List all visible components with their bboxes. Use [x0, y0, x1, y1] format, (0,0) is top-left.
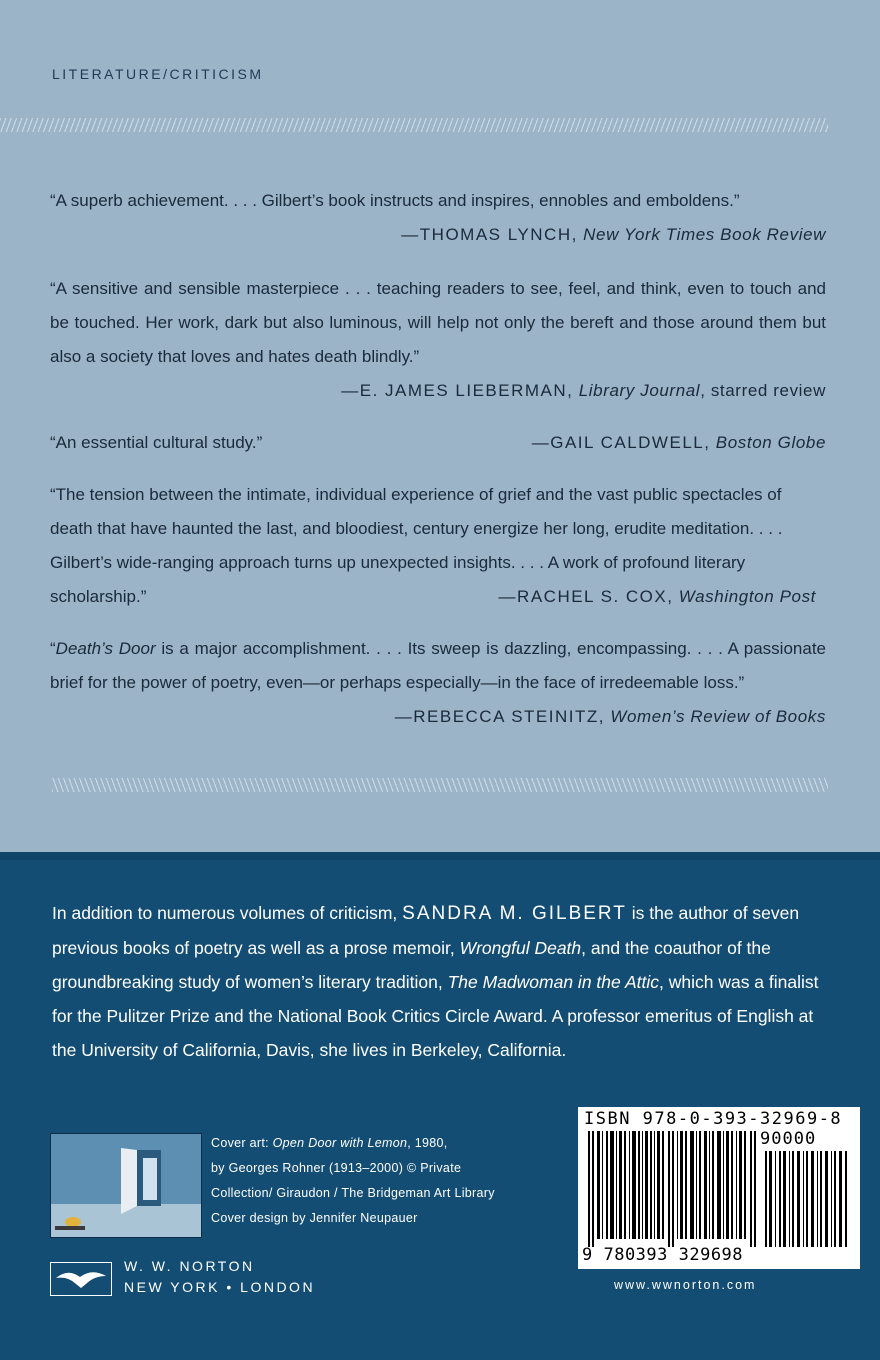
- quote-body: “The tension between the intimate, individual experience of grief and the vast public spectacles of death that have haunted the last, and bloodiest, century energize her long, erudite meditation. . . . Gilbert’s wide-ranging approach turns up unexpected insights. . . . A work of profound literary scholarship.”: [50, 485, 783, 606]
- reviewer-name: —E. JAMES LIEBERMAN,: [341, 381, 574, 400]
- publisher-imprint: [124, 1256, 315, 1298]
- open-door-painting: [51, 1134, 201, 1237]
- isbn-barcode: [578, 1107, 860, 1269]
- quote-attribution: [532, 426, 826, 460]
- book-title: Death’s Door: [55, 639, 156, 658]
- review-quote-1: [50, 184, 826, 252]
- review-quote-2: [50, 272, 826, 408]
- quote-text: “A sensitive and sensible masterpiece . . . teaching readers to see, feel, and think, even to touch and be touched. Her work, dark but also luminous, will help not only the bereft and those around them but also a society that loves and hates death blindly.”: [50, 279, 826, 366]
- quote-attribution: [395, 700, 826, 734]
- quote-attribution: [50, 374, 826, 408]
- publication-name: Library Journal: [578, 381, 701, 400]
- bio-text: , and the coauthor of the groundbreaking study of women’s literary tradition,: [52, 938, 771, 992]
- author-name: SANDRA M. GILBERT: [402, 903, 627, 924]
- quote-attribution: [499, 580, 816, 614]
- publisher-website: www.wwnorton.com: [614, 1278, 757, 1292]
- hatch-rule-top: [0, 118, 828, 132]
- review-quote-5: [50, 632, 826, 726]
- panel-divider: [0, 852, 880, 860]
- bio-text: In addition to numerous volumes of criticism,: [52, 903, 403, 923]
- bio-text: is the author of seven previous books of poetry as well as a prose memoir,: [52, 903, 800, 958]
- hatch-rule-middle: [52, 778, 828, 792]
- reviewer-name: —REBECCA STEINITZ,: [394, 707, 605, 726]
- open-quote-mark: “: [50, 639, 56, 658]
- publication-name: Boston Globe: [715, 433, 826, 452]
- author-bio: [52, 896, 828, 1067]
- ean-bars: [586, 1131, 758, 1247]
- reviewer-name: —THOMAS LYNCH,: [401, 225, 578, 244]
- credit-line-2: by Georges Rohner (1913–2000) © Private: [211, 1161, 462, 1175]
- addon-bars: [764, 1151, 852, 1247]
- publication-name: New York Times Book Review: [583, 225, 826, 244]
- credit-prefix: Cover art:: [211, 1136, 273, 1150]
- quote-text: [50, 632, 826, 700]
- publisher-name: W. W. NORTON: [124, 1258, 255, 1274]
- reviewer-name: —GAIL CALDWELL,: [531, 433, 711, 452]
- quote-attribution: [50, 218, 826, 252]
- cover-credits: [211, 1131, 571, 1231]
- artwork-title: Open Door with Lemon: [272, 1136, 408, 1150]
- publisher-cities: NEW YORK • LONDON: [124, 1279, 316, 1295]
- review-quote-4: [50, 478, 826, 614]
- quote-text: “A superb achievement. . . . Gilbert’s book instructs and inspires, ennobles and emboldens.”: [50, 191, 740, 210]
- norton-seagull-logo: [50, 1262, 112, 1296]
- quote-text: “An essential cultural study.”: [50, 433, 263, 452]
- publication-name: Women’s Review of Books: [610, 707, 826, 726]
- review-quote-3: [50, 426, 826, 460]
- reviewer-name: —RACHEL S. COX,: [498, 587, 674, 606]
- category-label: LITERATURE/CRITICISM: [52, 66, 264, 82]
- quote-body: is a major accomplishment. . . . Its sweep is dazzling, encompassing. . . . A passionate brief for the power of poetry, even—or perhaps especially—in the face of irredeemable loss.”: [50, 639, 826, 692]
- publication-name: Washington Post: [678, 587, 816, 606]
- credit-line-1: [211, 1131, 571, 1156]
- bio-text: , which was a finalist for the Pulitzer Prize and the National Book Critics Circle Award. A professor emeritus of English at the University of California, Davis, she lives in Berkeley, California.: [52, 972, 819, 1060]
- ean-digits: 9 780393 329698: [582, 1245, 744, 1265]
- review-note: , starred review: [700, 381, 826, 400]
- credit-line-3: Collection/ Giraudon / The Bridgeman Art Library: [211, 1186, 495, 1200]
- study-title: The Madwoman in the Attic: [447, 972, 659, 992]
- price-code: 90000: [760, 1129, 817, 1149]
- memoir-title: Wrongful Death: [459, 938, 582, 958]
- isbn-number: ISBN 978-0-393-32969-8: [584, 1109, 843, 1129]
- cover-art-thumbnail: [50, 1133, 202, 1238]
- credit-date: , 1980,: [407, 1136, 448, 1150]
- credit-line-4: Cover design by Jennifer Neupauer: [211, 1211, 418, 1225]
